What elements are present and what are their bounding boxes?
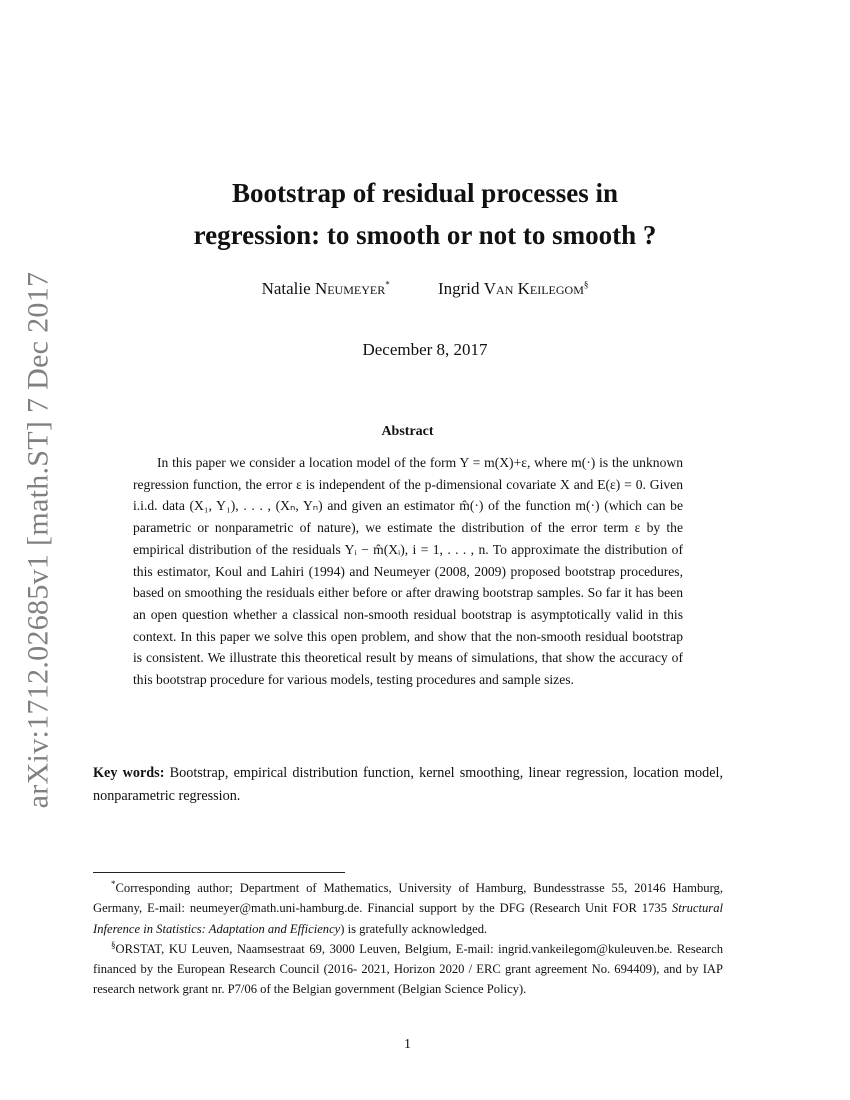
abstract-paragraph: In this paper we consider a location model of the form Y = m(X)+ε, where m(·) is the unknown regression function, the error ε is independent of the p-dimensional covariate X and E(ε) = 0. Given i.i.d. data (X₁, Y₁), . . . , (Xₙ, Yₙ) and given an estimator m̂(·) of the function m(·) (which can be parametric or nonparametric of nature), we estimate the distribution of the error term ε by the empirical distribution of the residuals Yᵢ − m̂(Xᵢ), i = 1, . . . , n. To approximate the distribution of this estimator, Koul and Lahiri (1994) and Neumeyer (2008, 2009) proposed bootstrap procedures, based on smoothing the residuals either before or after drawing bootstrap samples. So far it has been an open question whether a classical non-smooth residual bootstrap is asymptotically valid in this context. In this paper we solve this open problem, and show that the non-smooth residual bootstrap is consistent. We illustrate this theoretical result by means of simulations, that show the accuracy of this bootstrap procedure for various models, testing procedures and sample sizes. <box>133 455 683 688</box>
paper-date: December 8, 2017 <box>362 340 488 359</box>
author-1-footnote-mark: * <box>385 279 390 290</box>
author-2-first-name: Ingrid <box>437 279 480 298</box>
author-1-first-name: Natalie <box>261 279 311 298</box>
footnote-1-text-end: ) is gratefully acknowledged. <box>340 921 488 936</box>
paper-title <box>0 172 850 256</box>
keywords-section <box>93 762 723 808</box>
footnote-1-mark: * <box>111 878 116 889</box>
footnote-2-mark: § <box>111 939 116 950</box>
page-number: 1 <box>404 1037 411 1052</box>
footnote-divider <box>93 872 345 873</box>
title-line-2: regression: to smooth or not to smooth ? <box>193 220 657 250</box>
footnotes <box>93 878 723 1000</box>
footnote-1-text: Corresponding author; Department of Mathematics, University of Hamburg, Bundesstrasse 55, 20146 Hamburg, Germany, E-mail: neumeyer@math.uni-hamburg.de. Financial support by the DFG (Research Unit FOR 1735 <box>93 881 723 916</box>
arxiv-identifier-text: arXiv:1712.02685v1 [math.ST] 7 Dec 2017 <box>21 271 54 809</box>
abstract-body <box>133 452 683 691</box>
footnote-2-text: ORSTAT, KU Leuven, Naamsestraat 69, 3000 Leuven, Belgium, E-mail: ingrid.vankeilegom@kuleuven.be. Research financed by the European Research Council (2016- 2021, Horizon 2020 / ERC grant agreement No. 694409), and by IAP research network grant nr. P7/06 of the Belgian government (Belgian Science Policy). <box>93 941 723 997</box>
abstract-heading: Abstract <box>381 424 434 439</box>
arxiv-identifier-stamp <box>16 271 60 809</box>
author-2 <box>438 279 588 299</box>
footnote-1-italic-title: Structural Inference in Statistics: Adaptation and Efficiency <box>93 901 723 936</box>
author-2-footnote-mark: § <box>583 279 589 290</box>
footnote-second-author <box>93 939 723 1000</box>
footnote-corresponding-author <box>93 878 723 939</box>
keywords-label: Key words: <box>93 765 165 781</box>
title-line-1: Bootstrap of residual processes in <box>231 178 618 208</box>
keywords-text: Bootstrap, empirical distribution function, kernel smoothing, linear regression, location model, nonparametric regression. <box>93 765 724 804</box>
author-2-last-name: Van Keilegom <box>483 279 584 298</box>
author-1 <box>262 279 390 299</box>
author-1-last-name: Neumeyer <box>314 279 386 298</box>
author-list <box>0 279 850 299</box>
